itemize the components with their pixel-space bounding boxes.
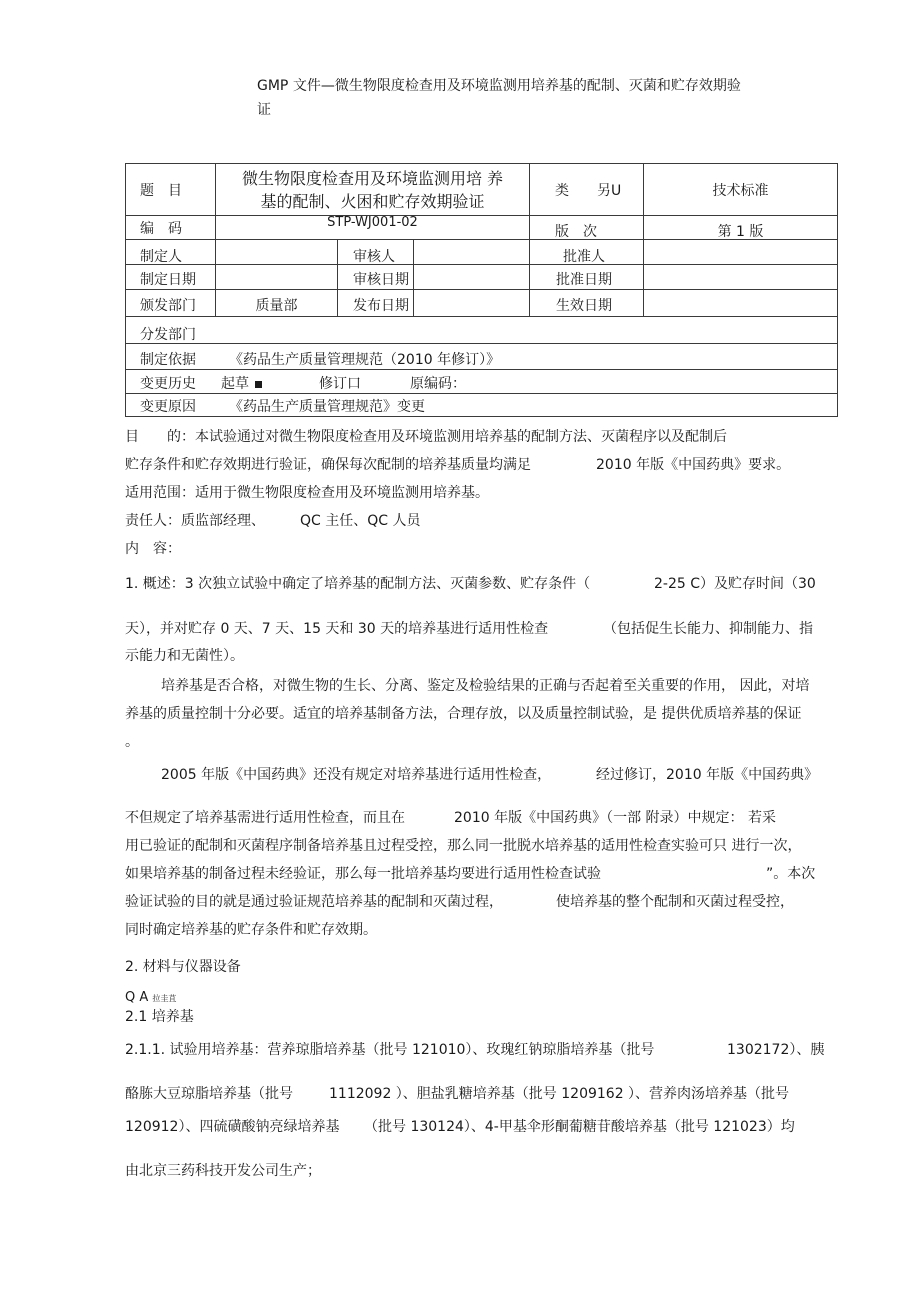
- overview-line2a: 天），并对贮存 0 天、7 天、15 天和 30 天的培养基进行适用性检查: [125, 621, 549, 637]
- document-title-line1: GMP 文件—微生物限度检查用及环境监测用培养基的配制、灭菌和贮存效期验: [257, 78, 741, 94]
- para3-line2a: 不但规定了培养基需进行适用性检查，而且在: [125, 810, 405, 826]
- media-line1b: 1302172）、胰: [727, 1042, 825, 1058]
- purpose-line2a: 贮存条件和贮存效期进行验证，确保每次配制的培养基质量均满足: [125, 457, 531, 473]
- issuing-dept-label: 颁发部门: [140, 298, 196, 314]
- author-date-label: 制定日期: [140, 272, 196, 288]
- para3-line5a: 验证试验的目的就是通过验证规范培养基的配制和灭菌过程，: [125, 894, 503, 910]
- para3-line1b: 经过修订，2010 年版《中国药典》: [596, 767, 819, 783]
- content-heading: 内 容：: [125, 541, 181, 557]
- para3-line1a: 2005 年版《中国药典》还没有规定对培养基进行适用性检查，: [161, 767, 552, 783]
- code-label: 编 码: [140, 221, 182, 237]
- para2-line2: 养基的质量控制十分必要。适宜的培养基制备方法，合理存放，以及质量控制试验，是 提供优质培养基的保证: [125, 706, 802, 722]
- history-revised: 修订口: [319, 376, 361, 392]
- distribution-label: 分发部门: [140, 327, 196, 343]
- media-line1a: 2.1.1. 试验用培养基：营养琼脂培养基（批号 121010）、玫瑰红钠琼脂培养基（批号: [125, 1042, 655, 1058]
- qa-mark: Q A 拉圭苴: [125, 990, 177, 1005]
- media-line2b: 1112092 ）、胆盐乳糖培养基（批号 1209162 ）、营养肉汤培养基（批号: [329, 1086, 790, 1102]
- document-title-line2: 证: [257, 102, 271, 118]
- history-draft: 起草: [221, 373, 262, 393]
- purpose-line1: 目 的：本试验通过对微生物限度检查用及环境监测用培养基的配制方法、灭菌程序以及配制后: [125, 429, 727, 445]
- release-date-label: 发布日期: [353, 298, 409, 314]
- basis-value: 《药品生产质量管理规范（2010 年修订）》: [229, 352, 501, 368]
- history-label: 变更历史: [140, 376, 196, 392]
- effective-date-label: 生效日期: [556, 298, 612, 314]
- para2-line1: 培养基是否合格，对微生物的生长、分离、鉴定及检验结果的正确与否起着至关重要的作用， 因此，对培: [161, 678, 810, 694]
- overview-line1a: 1. 概述：3 次独立试验中确定了培养基的配制方法、灭菌参数、贮存条件（: [125, 576, 591, 592]
- reason-value: 《药品生产质量管理规范》变更: [229, 399, 425, 415]
- version-label: 版 次: [555, 224, 597, 240]
- media-line3a: 120912）、四硫磺酸钠亮绿培养基: [125, 1119, 340, 1135]
- overview-line1b: 2-25 C）及贮存时间（30: [654, 576, 816, 592]
- purpose-line2b: 2010 年版《中国药典》要求。: [596, 457, 791, 473]
- category-label: 类 另U: [555, 183, 622, 199]
- responsible-a: 责任人：质监部经理、: [125, 513, 265, 529]
- para3-line5b: 使培养基的整个配制和灭菌过程受控，: [556, 894, 794, 910]
- author-label: 制定人: [140, 249, 182, 265]
- para3-line2b: 2010 年版《中国药典》（一部 附录）中规定： 若采: [454, 810, 776, 826]
- history-original: 原编码：: [410, 376, 466, 392]
- overview-line2b: （包括促生长能力、抑制能力、指: [603, 621, 813, 637]
- para3-line6: 同时确定培养基的贮存条件和贮存效期。: [125, 922, 377, 938]
- checked-square-icon: [255, 381, 262, 388]
- responsible-b: QC 主任、QC 人员: [300, 513, 421, 529]
- media-line2a: 酪胨大豆琼脂培养基（批号: [125, 1086, 293, 1102]
- overview-line3: 示能力和无菌性）。: [125, 648, 244, 664]
- document-title: [257, 74, 741, 122]
- media-line3b: （批号 130124）、4-甲基伞形酮葡糖苷酸培养基（批号 121023）均: [364, 1119, 795, 1135]
- title-label: 题 目: [140, 183, 182, 199]
- review-date-label: 审核日期: [353, 272, 409, 288]
- reviewer-label: 审核人: [353, 249, 395, 265]
- section2-heading: 2. 材料与仪器设备: [125, 959, 241, 975]
- para3-line4a: 如果培养基的制备过程未经验证，那么每一批培养基均要进行适用性检查试验: [125, 866, 601, 882]
- para2-line3: 。: [125, 734, 139, 750]
- code-value: STP-WJ001-02: [327, 215, 418, 230]
- issuing-dept-value: 质量部: [255, 298, 298, 314]
- version-value: 第 1 版: [717, 224, 764, 240]
- para3-line4b: ”。本次: [766, 866, 816, 882]
- title-value: 微生物限度检查用及环境监测用培 养 基的配制、火困和贮存效期验证: [241, 169, 504, 211]
- media-line4: 由北京三药科技开发公司生产；: [125, 1163, 321, 1179]
- category-value: 技术标准: [712, 183, 769, 199]
- approver-label: 批准人: [563, 249, 605, 265]
- reason-label: 变更原因: [140, 399, 196, 415]
- section21-heading: 2.1 培养基: [125, 1009, 194, 1025]
- scope: 适用范围：适用于微生物限度检查用及环境监测用培养基。: [125, 485, 489, 501]
- para3-line3: 用已验证的配制和灭菌程序制备培养基且过程受控，那么同一批脱水培养基的适用性检查实验可只 进行一次，: [125, 838, 802, 854]
- basis-label: 制定依据: [140, 352, 196, 368]
- approve-date-label: 批准日期: [556, 272, 612, 288]
- document-header-table: [125, 163, 838, 417]
